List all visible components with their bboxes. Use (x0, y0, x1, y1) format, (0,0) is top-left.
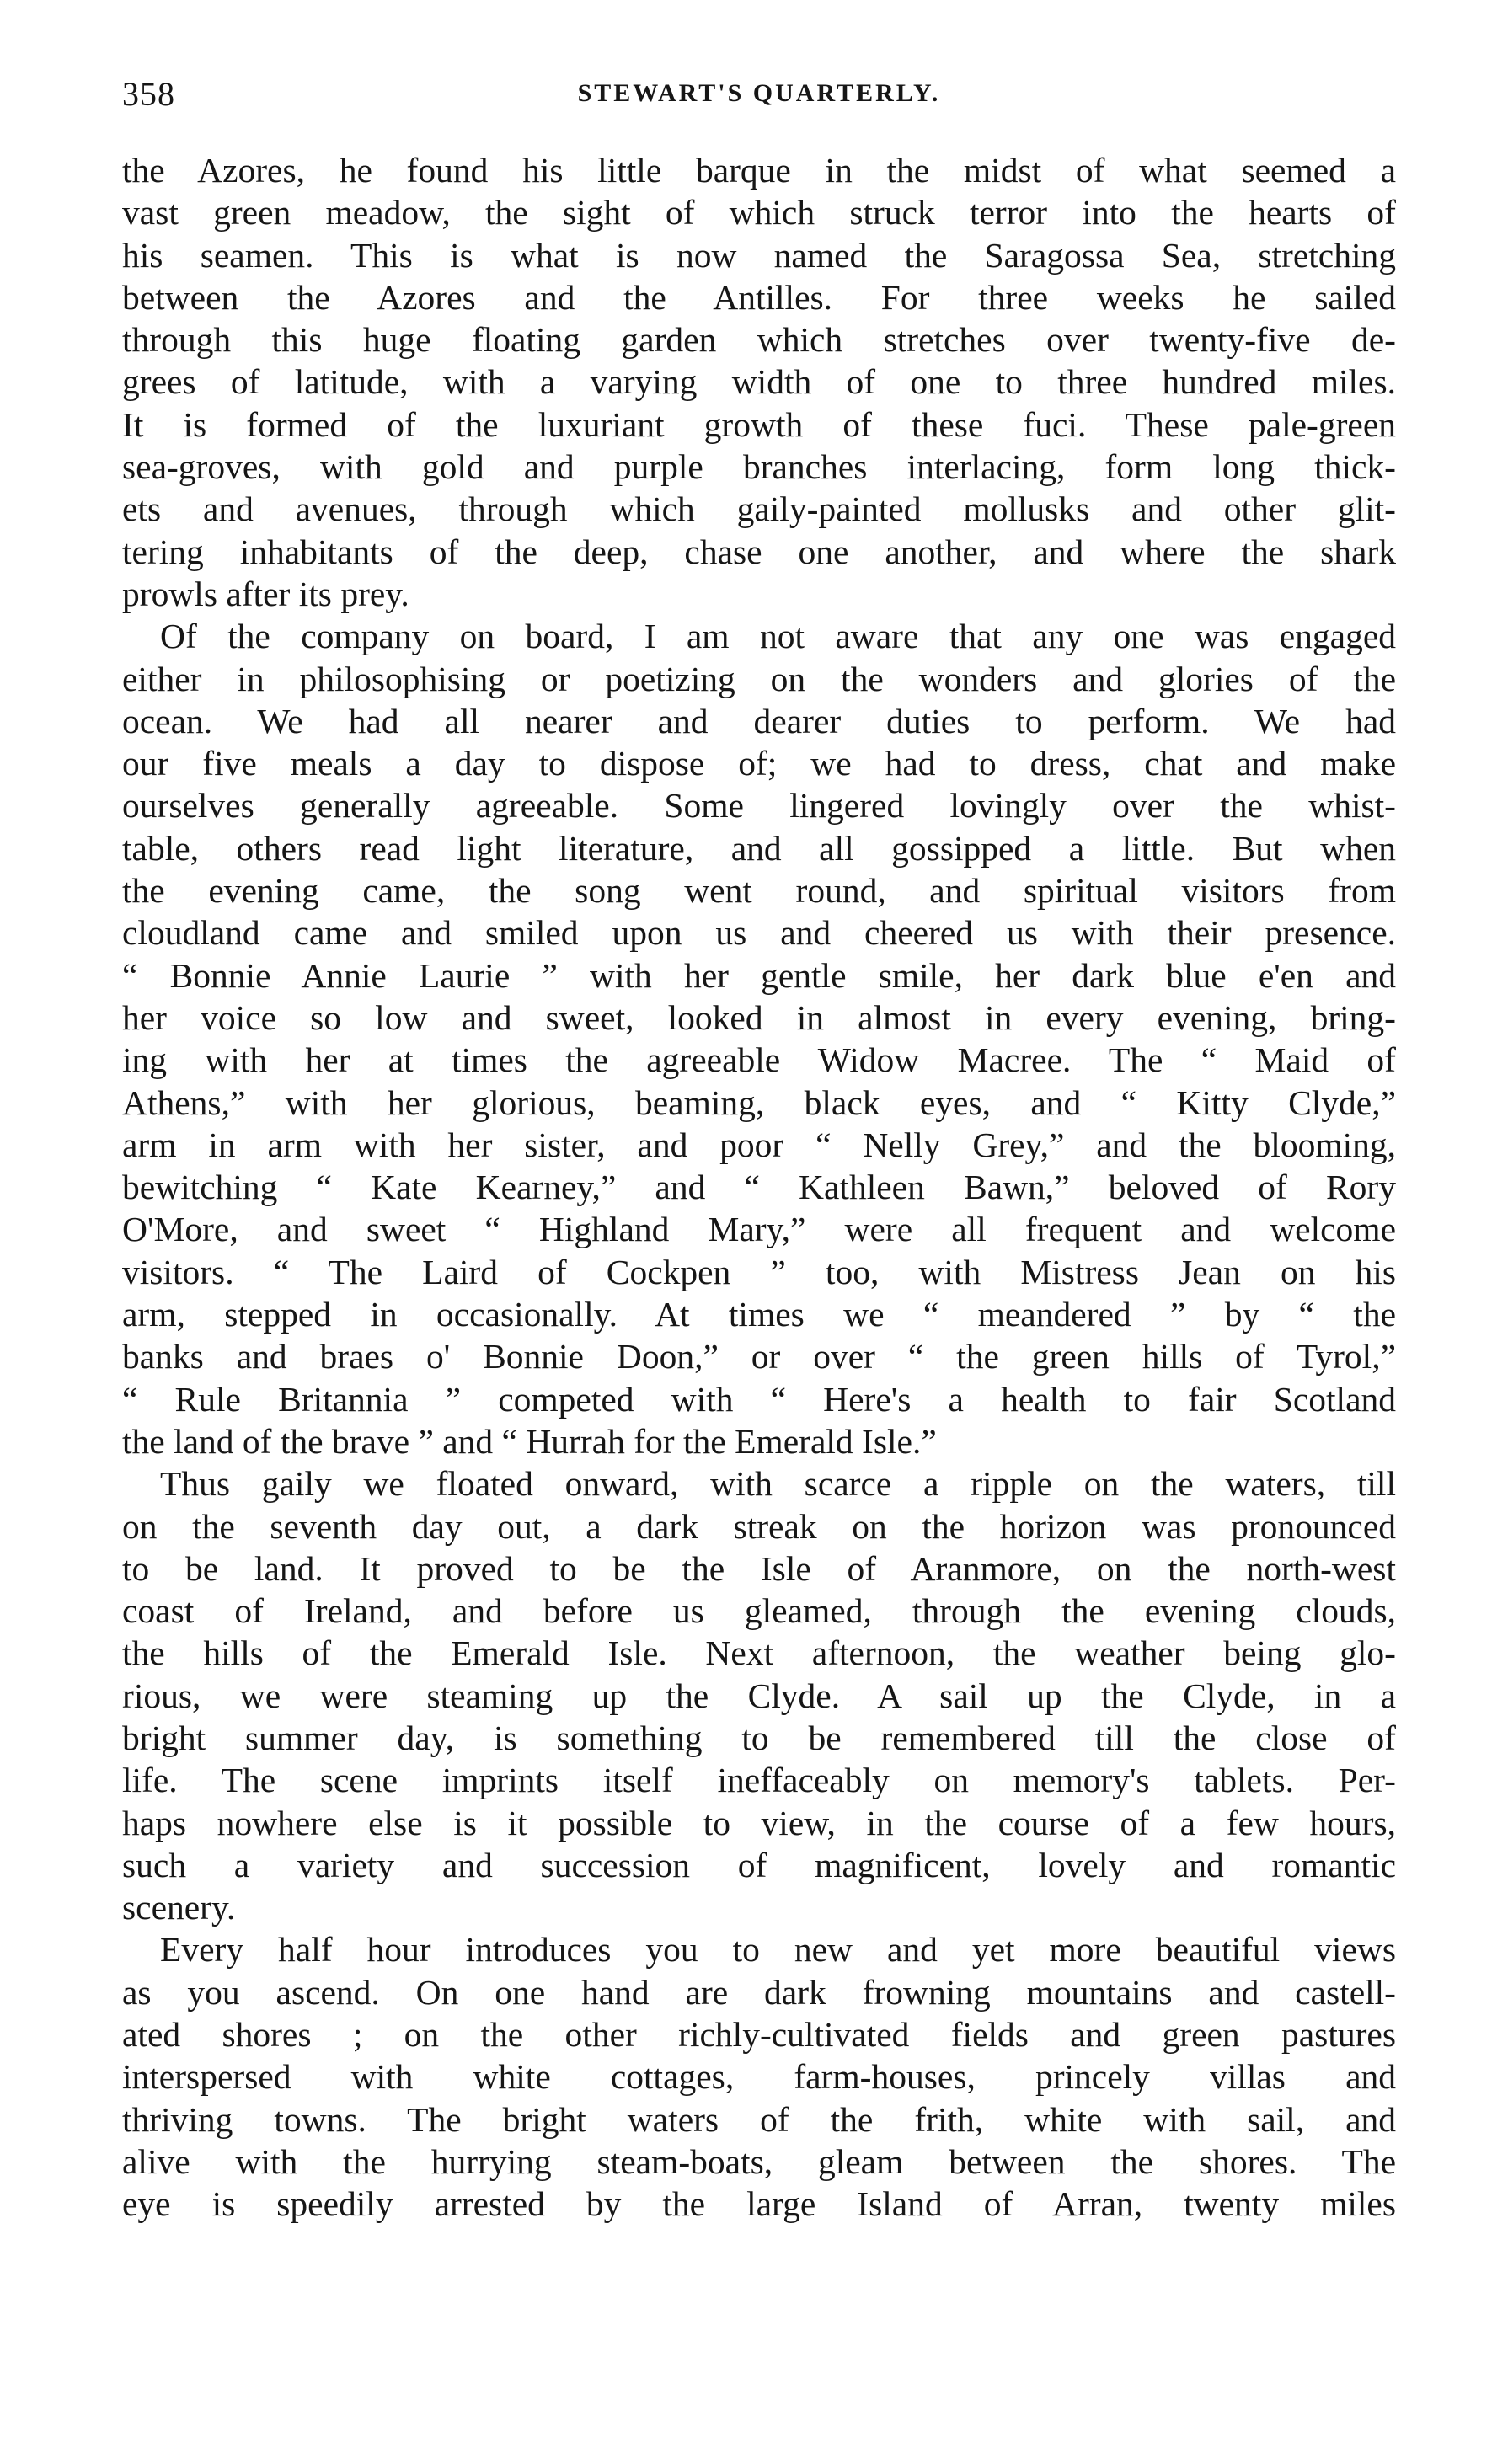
text-line: interspersed with white cottages, farm-houses, princely villas and (122, 2057, 1396, 2097)
text-line: It is formed of the luxuriant growth of these fuci. These pale-green (122, 404, 1396, 444)
text-line: tering inhabitants of the deep, chase one another, and where the shark (122, 532, 1396, 571)
text-line: ets and avenues, through which gaily-painted mollusks and other glit- (122, 489, 1396, 529)
text-line: O'More, and sweet “ Highland Mary,” were all frequent and welcome (122, 1210, 1396, 1249)
text-line: prowls after its prey. (122, 574, 409, 613)
text-line: the hills of the Emerald Isle. Next afternoon, the weather being glo- (122, 1633, 1396, 1673)
paragraph-sargasso-sea (122, 149, 1396, 615)
text-line: the land of the brave ” and “ Hurrah for the Emerald Isle.” (122, 1421, 937, 1461)
text-line: coast of Ireland, and before us gleamed, through the evening clouds, (122, 1591, 1396, 1631)
text-line: ourselves generally agreeable. Some lingered lovingly over the whist- (122, 786, 1396, 826)
running-head (122, 74, 1396, 125)
text-line: sea-groves, with gold and purple branches interlacing, form long thick- (122, 447, 1396, 487)
body-text (122, 149, 1396, 2226)
text-line: eye is speedily arrested by the large Island of Arran, twenty miles (122, 2184, 1396, 2224)
text-line: ated shores ; on the other richly-cultivated fields and green pastures (122, 2015, 1396, 2055)
text-line: Athens,” with her glorious, beaming, black eyes, and “ Kitty Clyde,” (122, 1082, 1396, 1122)
text-line: haps nowhere else is it possible to view, in the course of a few hours, (122, 1803, 1396, 1842)
text-line: “ Rule Britannia ” competed with “ Here's a health to fair Scotland (122, 1379, 1396, 1419)
paragraph-every-half-hour (122, 1928, 1396, 2225)
text-line: Of the company on board, I am not aware that any one was engaged (160, 617, 1396, 656)
text-line: bewitching “ Kate Kearney,” and “ Kathleen Bawn,” beloved of Rory (122, 1168, 1396, 1207)
text-line: rious, we were steaming up the Clyde. A sail up the Clyde, in a (122, 1676, 1396, 1715)
text-line: grees of latitude, with a varying width of one to three hundred miles. (122, 362, 1396, 402)
text-line: his seamen. This is what is now named the Saragossa Sea, stretching (122, 235, 1396, 275)
text-line: arm, stepped in occasionally. At times we “ meandered ” by “ the (122, 1295, 1396, 1334)
text-line: banks and braes o' Bonnie Doon,” or over “ the green hills of Tyrol,” (122, 1337, 1396, 1376)
text-line: Every half hour introduces you to new and yet more beautiful views (160, 1930, 1396, 1970)
text-line: vast green meadow, the sight of which struck terror into the hearts of (122, 193, 1396, 233)
text-line: arm in arm with her sister, and poor “ Nelly Grey,” and the blooming, (122, 1125, 1396, 1164)
text-line: the evening came, the song went round, and spiritual visitors from (122, 871, 1396, 911)
text-line: ocean. We had all nearer and dearer duties to perform. We had (122, 701, 1396, 740)
text-line: Thus gaily we floated onward, with scarce a ripple on the waters, till (160, 1464, 1396, 1504)
text-line: on the seventh day out, a dark streak on the horizon was pronounced (122, 1506, 1396, 1546)
text-line: cloudland came and smiled upon us and cheered us with their presence. (122, 913, 1396, 953)
text-line: table, others read light literature, and all gossipped a little. But when (122, 828, 1396, 868)
text-line: as you ascend. On one hand are dark frowning mountains and castell- (122, 1972, 1396, 2012)
text-line: thriving towns. The bright waters of the frith, white with sail, and (122, 2099, 1396, 2139)
text-line: her voice so low and sweet, looked in almost in every evening, bring- (122, 997, 1396, 1037)
text-line: such a variety and succession of magnificent, lovely and romantic (122, 1845, 1396, 1884)
text-line: either in philosophising or poetizing on the wonders and glories of the (122, 659, 1396, 698)
text-line: “ Bonnie Annie Laurie ” with her gentle smile, her dark blue e'en and (122, 955, 1396, 995)
paragraph-up-the-clyde (122, 1462, 1396, 1928)
journal-title: STEWART'S QUARTERLY. (577, 79, 941, 107)
text-line: our five meals a day to dispose of; we had to dress, chat and make (122, 744, 1396, 783)
text-line: scenery. (122, 1888, 236, 1927)
text-line: the Azores, he found his little barque in the midst of what seemed a (122, 151, 1396, 190)
text-line: between the Azores and the Antilles. For three weeks he sailed (122, 277, 1396, 317)
text-line: alive with the hurrying steam-boats, gleam between the shores. The (122, 2141, 1396, 2181)
text-line: to be land. It proved to be the Isle of Aranmore, on the north-west (122, 1548, 1396, 1588)
text-line: life. The scene imprints itself ineffaceably on memory's tablets. Per- (122, 1761, 1396, 1800)
text-line: through this huge floating garden which stretches over twenty-five de- (122, 320, 1396, 360)
text-line: bright summer day, is something to be remembered till the close of (122, 1718, 1396, 1757)
text-line: ing with her at times the agreeable Widow Macree. The “ Maid of (122, 1040, 1396, 1080)
paragraph-company-on-board (122, 615, 1396, 1462)
text-line: visitors. “ The Laird of Cockpen ” too, with Mistress Jean on his (122, 1252, 1396, 1291)
page-number: 358 (122, 75, 175, 113)
